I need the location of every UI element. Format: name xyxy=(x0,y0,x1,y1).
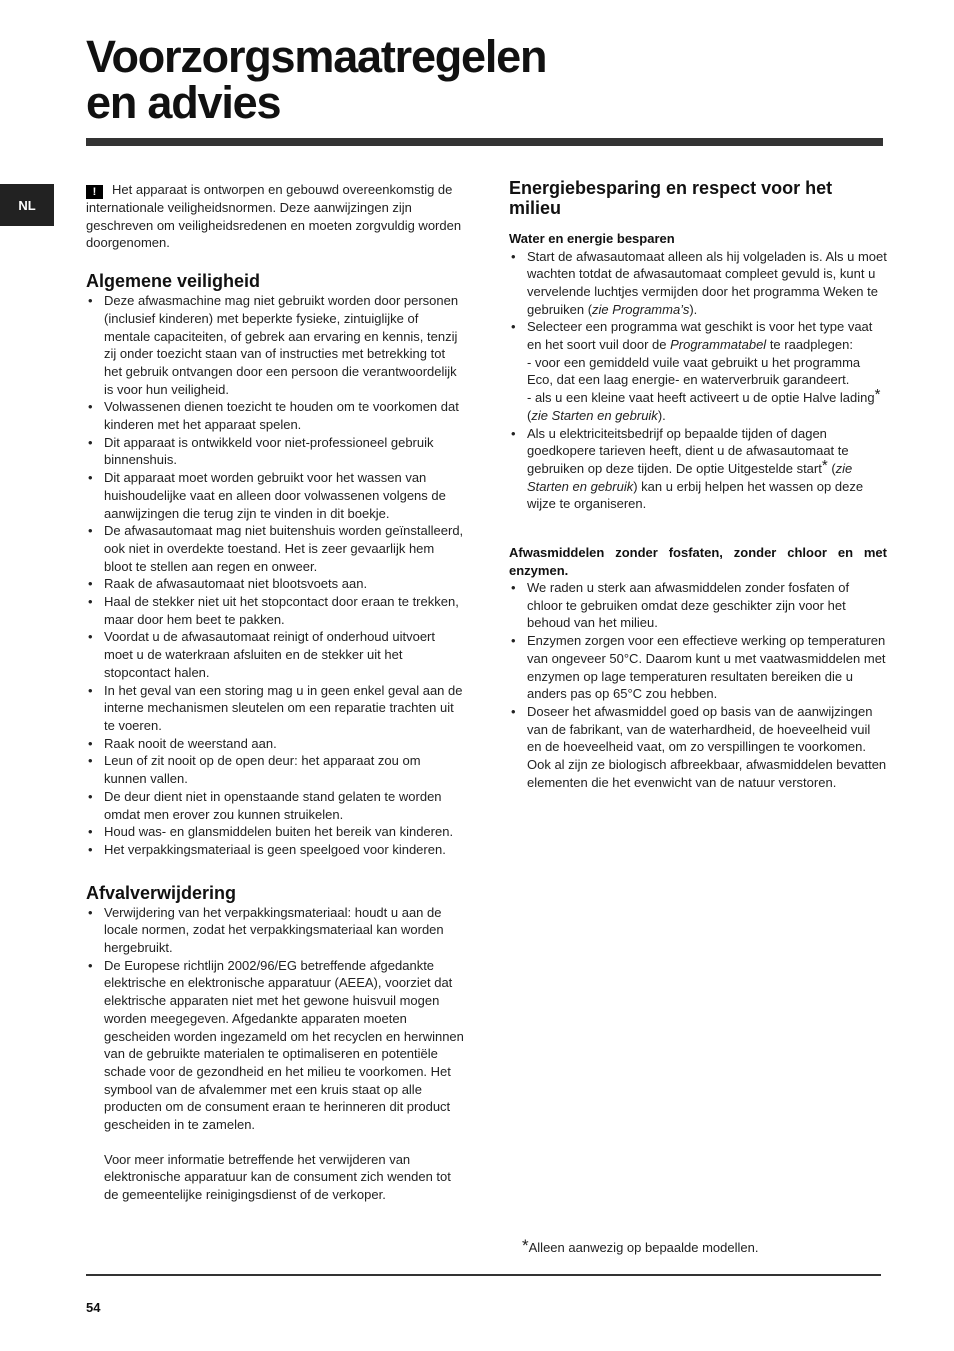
disposal-list xyxy=(86,904,464,1204)
list-item: • Voordat u de afwasautomaat reinigt of onderhoud uitvoert moet u de waterkraan afsluiten en de stekker uit het stopcontact halen. xyxy=(86,628,464,681)
safety-heading: Algemene veiligheid xyxy=(86,271,261,292)
footnote-text: Alleen aanwezig op bepaalde modellen. xyxy=(528,1240,759,1255)
asterisk: * xyxy=(874,386,881,404)
list-item: • Deze afwasmachine mag niet gebruikt worden door personen (inclusief kinderen) met beperkte fysieke, zintuiglijke of mentale capaciteiten, of gebrek aan ervaring en kennis, tenzij zij onder toezicht staan van of instructies met betrekking tot het gebruik ontvangen door een persoon die verantwoordelijk is voor hun veiligheid. xyxy=(86,292,464,398)
list-item: • Dit apparaat is ontwikkeld voor niet-professioneel gebruik binnenshuis. xyxy=(86,434,464,469)
list-item: • Verwijdering van het verpakkingsmateriaal: houdt u aan de locale normen, zodat het verpakkingsmateriaal kan worden hergebruikt. xyxy=(86,904,464,957)
asterisk: * xyxy=(821,456,828,474)
intro-paragraph xyxy=(86,181,464,252)
energy-b1-end: ). xyxy=(689,301,698,317)
page-title xyxy=(86,31,547,128)
energy-b2-text: Selecteer een programma wat geschikt is voor het type vaat en het soort vuil door de xyxy=(527,319,873,353)
disposal-more-info: Voor meer informatie betreffende het verwijderen van elektronische apparatuur kan de consument zich wenden tot de gemeentelijke reinigingsdienst of de verkoper. xyxy=(104,1151,451,1203)
list-item: • Haal de stekker niet uit het stopcontact door eraan te trekken, maar door hem beet te pakken. xyxy=(86,593,464,628)
intro-text: Het apparaat is ontworpen en gebouwd overeenkomstig de internationale veiligheidsnormen. Deze aanwijzingen zijn geschreven om veiligheidsredenen en moeten zorgvuldig worden doorgenomen. xyxy=(86,182,462,251)
list-item xyxy=(86,957,464,1204)
energy-b1-ref: zie Programma’s xyxy=(592,301,690,317)
list-item xyxy=(509,248,887,319)
energy-b3-ref: zie Starten en gebruik xyxy=(527,460,853,494)
energy-b2-end: te raadplegen: xyxy=(766,337,853,353)
disposal-heading: Afvalverwijdering xyxy=(86,882,237,903)
warning-triangle-icon: ! xyxy=(86,185,103,199)
language-tab-label: NL xyxy=(18,197,36,213)
list-item: • We raden u sterk aan afwasmiddelen zonder fosfaten of chloor te gebruiken omdat deze geschikter zijn voor het behoud van het milieu. xyxy=(509,579,887,632)
energy-heading: Energiebesparing en respect voor het milieu xyxy=(509,178,833,218)
footer-divider xyxy=(86,1274,881,1276)
right-column xyxy=(509,178,887,791)
list-item: • Raak nooit de weerstand aan. xyxy=(86,735,464,753)
list-item: • Enzymen zorgen voor een effectieve werking op temperaturen van ongeveer 50°C. Daarom kunt u met vaatwasmiddelen met enzymen op lage temperaturen resultaten bereiken die u anders pas op 65°C zou hebben. xyxy=(509,632,887,703)
page-title-line-2: en advies xyxy=(86,77,281,128)
list-item: • Het verpakkingsmateriaal is geen speelgoed voor kinderen. xyxy=(86,841,464,859)
safety-list xyxy=(86,292,464,859)
energy-b3-end: ) kan u erbij helpen het wassen op deze wijze te organiseren. xyxy=(527,478,864,512)
left-column xyxy=(86,181,464,1204)
page-number: 54 xyxy=(86,1300,101,1315)
energy-subheading: Water en energie besparen xyxy=(509,231,675,246)
energy-b2-sub2-ref: zie Starten en gebruik xyxy=(531,407,658,423)
energy-b1-text: Start de afwasautomaat alleen als hij volgeladen is. Als u moet wachten totdat de afwasautomaat compleet gevuld is, kunt u vervelende luchtjes vermijden door het programma Weken te gebruiken ( xyxy=(527,248,887,317)
list-item: • Raak de afwasautomaat niet blootsvoets aan. xyxy=(86,575,464,593)
energy-b2-sub1: - voor een gemiddeld vuile vaat gebruikt u het programma Eco, dat een laag energie- en waterverbruik garandeert. xyxy=(527,354,861,388)
list-item: • De afwasautomaat mag niet buitenshuis worden geïnstalleerd, ook niet in overdekte toestand. Het is zeer gevaarlijk hem bloot te stellen aan regen en onweer. xyxy=(86,522,464,575)
footnote xyxy=(522,1236,759,1255)
energy-b2-sub2-text: - als u een kleine vaat heeft activeert u de optie Halve lading xyxy=(527,390,875,406)
list-item: • In het geval van een storing mag u in geen enkel geval aan de interne mechanismen sleutelen om een reparatie trachten uit te voeren. xyxy=(86,682,464,735)
list-item: • Houd was- en glansmiddelen buiten het bereik van kinderen. xyxy=(86,823,464,841)
energy-b3-text: Als u elektriciteitsbedrijf op bepaalde tijden of dagen goedkopere tarieven heeft, dient u de afwasautomaat te gebruiken op deze tijden. De optie Uitgestelde start xyxy=(527,425,849,476)
page-title-line-1: Voorzorgsmaatregelen xyxy=(86,31,547,82)
title-divider xyxy=(86,138,883,146)
list-item xyxy=(509,318,887,424)
language-tab xyxy=(0,184,54,226)
detergents-heading: Afwasmiddelen zonder fosfaten, zonder chloor en met enzymen. xyxy=(509,545,887,578)
list-item: • Leun of zit nooit op de open deur: het apparaat zou om kunnen vallen. xyxy=(86,752,464,787)
list-item: • De deur dient niet in openstaande stand gelaten te worden omdat men erover zou kunnen struikelen. xyxy=(86,788,464,823)
detergents-list xyxy=(509,579,887,791)
energy-b2-sub2: - als u een kleine vaat heeft activeert u de optie Halve lading* (zie Starten en gebruik). xyxy=(527,386,881,423)
energy-b2-ref: Programmatabel xyxy=(670,337,767,353)
list-item: • Dit apparaat moet worden gebruikt voor het wassen van huishoudelijke vaat en alleen door volwassenen volgens de aanwijzingen die terug zijn te vinden in dit boekje. xyxy=(86,469,464,522)
list-item: • Doseer het afwasmiddel goed op basis van de aanwijzingen van de fabrikant, van de waterhardheid, de hoeveelheid vuil en de hoeveelheid vaat, om zo verspillingen te voorkomen. Ook al zijn ze biologisch afbreekbaar, afwasmiddelen bevatten elementen die het evenwicht van de natuur verstoren. xyxy=(509,703,887,792)
disposal-weee-text: De Europese richtlijn 2002/96/EG betreffende afgedankte elektrische en elektronische apparatuur (AEEA), voorziet dat elektrische apparaten niet met het gewone huisvuil mogen worden meegegeven. Afgedankte apparaten moeten gescheiden worden ingezameld om het recyclen en herwinnen van de gebruikte materialen te optimaliseren en potentiële schade voor de gezondheid en het milieu te voorkomen. Het symbool van de afvalemmer met een kruis staat op alle producten om de consument eraan te herinneren dit product gescheiden in te zamelen. xyxy=(104,957,464,1133)
asterisk: * xyxy=(522,1236,529,1255)
list-item: • Volwassenen dienen toezicht te houden om te voorkomen dat kinderen met het apparaat spelen. xyxy=(86,398,464,433)
energy-list xyxy=(509,248,887,514)
list-item: • Als u elektriciteitsbedrijf op bepaalde tijden of dagen goedkopere tarieven heeft, dient u de afwasautomaat te gebruiken op deze tijden. De optie Uitgestelde start* (zie Starten en gebruik) kan u erbij helpen het wassen op deze wijze te organiseren. xyxy=(509,425,887,514)
